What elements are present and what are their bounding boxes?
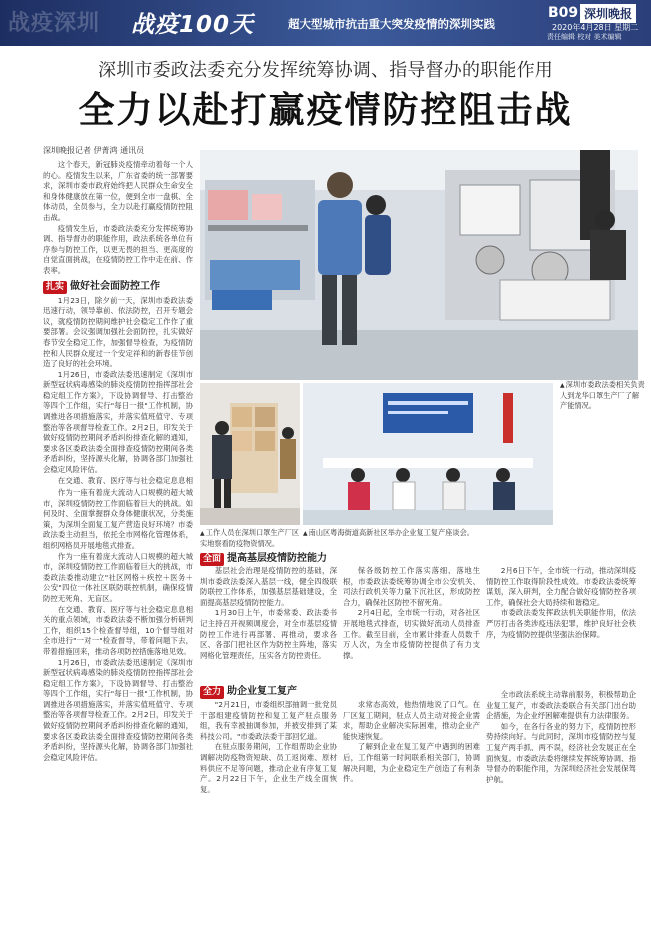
caption-left: ▲ 工作人员在深圳口罩生产厂区实地察看防疫物资情况。 [200,528,302,549]
paragraph: 1月23日，除夕前一天，深圳市委政法委迅速行动，领导靠前、依法防控，召开专题会议，就疫情防控期间维护社会稳定工作作了重要部署。会议强调加强社会面防控，扎实做好春节安全稳定工作，加强督导检查，为疫情防控和人民群众度过一个安定祥和的新春佳节创造了良好的社会环境。 [43,295,193,369]
section-tag: 全面 [200,553,224,566]
article-column-2 [200,566,337,676]
warehouse-photo-illustration [200,383,300,525]
section-subtitle: 超大型城市抗击重大突发疫情的深圳实践 [288,17,495,31]
section-heading-text: 提高基层疫情防控能力 [227,553,328,564]
masthead-deco-text: 战疫深圳 [8,10,101,36]
paragraph: 如今，在各行各业的努力下，疫情防控形势持续向好。与此同时，深圳市疫情防控与复工复产两手抓、两不误，经济社会发展正在全面恢复。市委政法委将继续发挥统筹协调、指导督办的职能作用，为深圳经济社会发展保驾护航。 [486,721,636,784]
paragraph: 1月26日，市委政法委迅速制定《深圳市新型冠状病毒感染的肺炎疫情防控指挥部社会稳定组工作方案》，下设协调督导、打击整治等四个工作组，实行"每日一报"工作机制，协调推进各项措施落实，并落实值班值守、专项整治等各项督导检查工作。2月2日，印发关于做好疫情防控期间矛盾纠纷排查化解的通知，要求各区委政法委全面排查疫情防控期间各类矛盾纠纷，坚持源头化解，协调各部门加强社会稳定风险评估。 [43,657,193,762]
meeting-photo-illustration [303,383,553,525]
paragraph: 作为一座有着庞大流动人口规模的超大城市，深圳疫情防控工作面临着巨大的挑战。如何及时、全面掌握群众身体健康状况，分类施策，为深圳全面复工复产营造良好环境？市委政法委主动担当，依托全市网格化管理体系，组织网格员开展地毯式排查。 [43,488,193,550]
section-tag: 扎实 [43,281,67,294]
article-column-1b [43,488,193,878]
paragraph: 在驻点服务期间，工作组帮助企业协调解决防疫物资短缺、员工返岗难、原材料供应不足等问题，推动企业有序复工复产。2月22日下午，企业生产线全面恢复。 [200,742,337,794]
article-column-3 [343,566,480,676]
paragraph: 了解到企业在复工复产中遇到的困难后，工作组第一时间联系相关部门，协调解决问题，为企业稳定生产创造了有利条件。 [343,742,480,784]
paragraph: 疫情发生后，市委政法委充分发挥统筹协调、指导督办的职能作用，政法系统各单位有序参与防控工作，以更无畏的担当、更高度的自觉直面挑战，在疫情防控工作中走在前、作表率。 [43,223,193,275]
byline: 深圳晚报记者 伊菁鸿 通讯员 [43,146,145,155]
paragraph: 求常态高效，他热情地说了口气。在厂区复工期间，驻点人员主动对接企业需求，帮助企业解决实际困难，推动企业产能快速恢复。 [343,700,480,741]
photo-warehouse [200,383,300,525]
paragraph: 在交通、教育、医疗等与社会稳定息息相 [57,475,193,485]
factory-photo-illustration [200,150,638,380]
paragraph: 2月6日下午，全市统一行动，推动深圳疫情防控工作取得阶段性成效。市委政法委统筹谋划，深入研判，全力配合做好疫情防控各项工作，确保社会大局持续和谐稳定。 [486,566,636,607]
article-column-7 [486,690,636,880]
article-column-5 [200,700,337,880]
paragraph: 作为一座有着庞大流动人口规模的超大城市，深圳疫情防控工作面临着巨大的挑战，市委政法委推动建立"社区网格＋疾控＋医务＋公安"四位一体社区联防联控机制，确保疫情防控无死角、无盲区。 [43,551,193,603]
main-photo [200,150,638,380]
article-column-4 [486,566,636,686]
paragraph: "2月21日，市委组织部抽调一批党员干部组建疫情防控和复工复产驻点服务组，我有幸被抽调参加，并被安排到了某科技公司。"市委政法委干部回忆道。 [200,700,337,741]
caption-right: ▲ 深圳市委政法委相关负责人到龙华口罩生产厂了解产能情况。 [560,380,646,411]
paragraph: 这个春天，新冠肺炎疫情牵动着每一个人的心。疫情发生以来，广东省委的统一部署要求，深圳市委市政府始终把人民群众生命安全和身体健康放在第一位，便到全市一盘棋、全体动员，全员参与，全力以赴打赢疫情防控阻击战。 [43,160,193,222]
article-column-1 [43,160,193,485]
paragraph: 全市政法系统主动靠前服务，积极帮助企业复工复产，市委政法委联合有关部门出台助企措施，为企业纾困解难提供有力法律服务。 [486,690,636,721]
section-heading-1 [43,280,193,294]
paragraph: 基层社会治理是疫情防控的基础，深圳市委政法委深入基层一线，健全四级联防联控工作体系，加强基层基础建设，全面提高基层疫情防控能力。 [200,566,337,607]
paragraph: 2月4日起，全市统一行动，对各社区开展地毯式排查，切实做好流动人员排查工作。截至目前，全市累计排查人员数千万人次，为全市疫情防控提供了有力支撑。 [343,608,480,660]
paragraph: 1月30日上午，市委常委、政法委书记主持召开视频调度会，对全市基层疫情防控工作进行再部署、再推动，要求各区、各部门把社区作为防控主阵地，落实网格化管理责任，压实各方防控责任。 [200,608,337,660]
paragraph: 保各级防控工作落实落细、落地生根，市委政法委统筹协调全市公安机关、司法行政机关等力量下沉社区，形成防控合力，确保社区防控不留死角。 [343,566,480,607]
article-column-6 [343,700,480,880]
section-title: 战疫100天 [131,12,255,38]
section-heading-3 [200,682,297,699]
paragraph: 1月26日，市委政法委迅速制定《深圳市新型冠状病毒感染的肺炎疫情防控指挥部社会稳定组工作方案》，下设协调督导、打击整治等四个工作组，实行"每日一报"工作机制，协调推进各项措施落实，并落实值班值守、专项整治等各项督导检查工作。2月2日，印发关于做好疫情防控期间矛盾纠纷排查化解的通知，要求各区委政法委全面排查疫情防控期间各类矛盾纠纷，坚持源头化解，协调各部门加强社会稳定风险评估。 [43,369,193,475]
page-number: B09 [548,5,579,21]
section-heading-2 [200,549,327,566]
caption-middle: ▲ 南山区粤海街道高新社区举办企业复工复产座谈会。 [303,528,553,539]
kicker-headline: 深圳市委政法委充分发挥统筹协调、指导督办的职能作用 [98,60,553,81]
paragraph: 市委政法委发挥政法机关职能作用，依法严厉打击各类涉疫违法犯罪，维护良好社会秩序，为疫情防控提供坚强法治保障。 [486,608,636,639]
issue-date: 2020年4月28日 星期二 [552,23,639,32]
section-heading-text: 做好社会面防控工作 [70,280,161,292]
photo-meeting [303,383,553,525]
paragraph: 在交通、教育、医疗等与社会稳定息息相关的重点领域，市委政法委不断加强分析研判工作，组织15个检查督导组，10个督导组对全市进行"一对一"检查督导，带着问题下去，带着措施回来，推动各项防控措施落地见效。 [43,604,193,656]
editor-meta: 责任编辑 校对 美术编辑 [547,33,622,41]
newspaper-logo: 深圳晚报 [580,4,636,23]
section-heading-text: 助企业复工复产 [227,686,298,697]
masthead-band [0,0,651,46]
main-headline: 全力以赴打赢疫情防控阻击战 [78,90,573,131]
section-tag: 全力 [200,686,224,699]
